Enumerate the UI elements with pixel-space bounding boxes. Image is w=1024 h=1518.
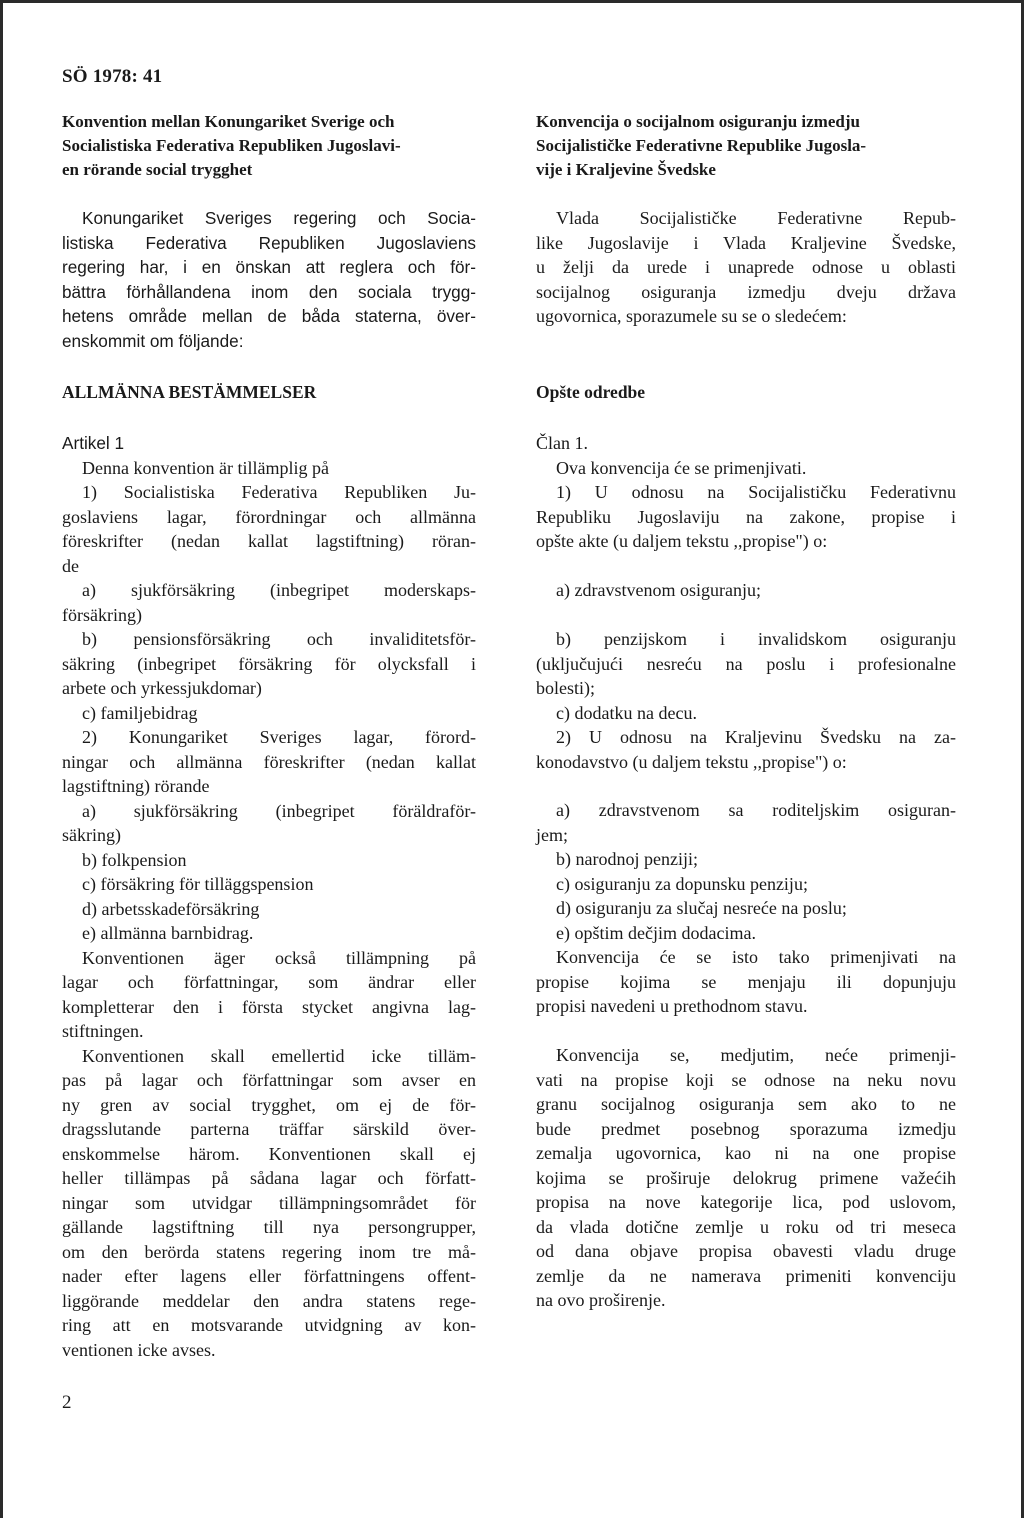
- yugoslav-paragraph: [536, 1043, 956, 1313]
- body-line: arbete och yrkessjukdomar): [62, 678, 262, 698]
- body-line: säkring (inbegripet försäkring för olycksfall i: [62, 653, 476, 674]
- preamble-line: Vlada Socijalističke Federativne Repub-: [556, 208, 956, 228]
- body-line: d) arbetsskadeförsäkring: [82, 898, 260, 919]
- body-line: Konvencija će se isto tako primenjivati na: [556, 947, 956, 967]
- body-line: liggörande meddelar den andra statens rege-: [62, 1290, 476, 1311]
- preamble-line: listiska Federativa Republiken Jugoslaviens: [62, 232, 476, 253]
- body-line: lagar och författningar, som ändrar eller: [62, 972, 476, 992]
- body-line: b) narodnoj penziji;: [556, 849, 698, 869]
- body-line: goslaviens lagar, förordningar och allmänna: [62, 506, 476, 527]
- page-reference: SÖ 1978: 41: [62, 66, 163, 87]
- body-line: a) zdravstvenom sa roditeljskim osiguran-: [556, 800, 956, 820]
- body-line: a) sjukförsäkring (inbegripet föräldraför-: [82, 800, 476, 821]
- body-line: nader efter lagens eller författningens offent-: [62, 1266, 476, 1286]
- body-line: bude predmet posebnog sporazuma izmedju: [536, 1118, 956, 1139]
- body-line: propisa na nove kategorije lica, pod uslovom,: [536, 1192, 956, 1212]
- body-line: d) osiguranju za slučaj nesreće na poslu;: [556, 898, 847, 918]
- body-line: e) opštim dečjim dodacima.: [556, 922, 756, 943]
- preamble-line: enskommit om följande:: [62, 330, 244, 351]
- body-line: pas på lagar och författningar som avser en: [62, 1070, 476, 1090]
- scan-border-left: [0, 0, 3, 1518]
- body-line: enskommelse härom. Konventionen skall ej: [62, 1143, 476, 1164]
- page-number: 2: [62, 1392, 72, 1413]
- swedish-article-body: [62, 431, 476, 1362]
- body-line: ningar som utvidgar tillämpningsområdet för: [62, 1192, 476, 1213]
- body-line: gällande lagstiftning till nya persongrupper,: [62, 1217, 476, 1237]
- body-line: 2) U odnosu na Kraljevinu Švedsku na za-: [556, 727, 956, 747]
- body-line: Republiku Jugoslaviju na zakone, propise i: [536, 506, 956, 527]
- body-line: a) zdravstvenom osiguranju;: [556, 580, 761, 600]
- body-line: a) sjukförsäkring (inbegripet moderskaps-: [82, 580, 476, 600]
- preamble-line: like Jugoslavije i Vlada Kraljevine Švedske,: [536, 232, 956, 253]
- body-line: Konventionen äger också tillämpning på: [82, 947, 476, 968]
- body-line: propisi navedeni u prethodnom stavu.: [536, 996, 808, 1016]
- body-line: lagstiftning) rörande: [62, 776, 210, 796]
- body-line: c) försäkring för tilläggspension: [82, 874, 314, 894]
- body-line: Denna konvention är tillämplig på: [82, 457, 329, 478]
- body-line: na ovo proširenje.: [536, 1290, 666, 1310]
- body-line: 2) Konungariket Sveriges lagar, förord-: [82, 727, 476, 747]
- body-line: ningar och allmänna föreskrifter (nedan kallat: [62, 751, 476, 772]
- body-line: föreskrifter (nedan kallat lagstiftning) röran-: [62, 531, 476, 551]
- swedish-preamble: [62, 206, 476, 353]
- body-line: zemalja ugovornica, kao ni na one propise: [536, 1143, 956, 1163]
- body-line: stiftningen.: [62, 1021, 144, 1041]
- body-line: c) familjebidrag: [82, 702, 198, 723]
- body-line: 1) U odnosu na Socijalističku Federativnu: [556, 482, 956, 502]
- body-line: om den berörda statens regering inom tre må-: [62, 1241, 476, 1262]
- body-line: e) allmänna barnbidrag.: [82, 923, 254, 943]
- yugoslav-list-2: [536, 627, 956, 774]
- body-line: heller tillämpas på sådana lagar och författ-: [62, 1168, 476, 1188]
- body-line: försäkring): [62, 604, 142, 625]
- body-line: zemlje da ne namerava primeniti konvenciju: [536, 1265, 956, 1286]
- body-line: kompletterar den i första stycket angivna lag-: [62, 996, 476, 1017]
- body-line: c) osiguranju za dopunsku penziju;: [556, 873, 808, 894]
- article-heading: Artikel 1: [62, 433, 125, 453]
- yugoslav-list-3: [536, 798, 956, 1019]
- body-line: b) folkpension: [82, 849, 187, 870]
- preamble-line: hetens område mellan de båda staterna, över-: [62, 306, 476, 326]
- yugoslav-title: [536, 110, 956, 182]
- body-line: ventionen icke avses.: [62, 1339, 216, 1360]
- preamble-line: bättra förhållandena inom den sociala trygg-: [62, 281, 476, 302]
- yugoslav-article-body: [536, 431, 956, 554]
- preamble-line: regering har, i en önskan att reglera och för-: [62, 257, 476, 277]
- scan-border-top: [0, 0, 1024, 3]
- swedish-section-heading: ALLMÄNNA BESTÄMMELSER: [62, 382, 317, 402]
- swedish-title: [62, 110, 476, 182]
- body-line: 1) Socialistiska Federativa Republiken Ju-: [82, 482, 476, 502]
- title-line: vije i Kraljevine Švedske: [536, 160, 716, 179]
- body-line: c) dodatku na decu.: [556, 702, 697, 723]
- body-line: propise kojima se menjaju ili dopunjuju: [536, 971, 956, 992]
- title-line: Socijalističke Federativne Republike Jugosla-: [536, 136, 867, 155]
- title-line: Konvention mellan Konungariket Sverige och: [62, 112, 395, 131]
- title-line: Socialistiska Federativa Republiken Jugoslavi-: [62, 136, 401, 155]
- body-line: säkring): [62, 825, 121, 845]
- body-line: kojima se proširuje delokrug primene važećih: [536, 1167, 956, 1188]
- body-line: granu socijalnog osiguranja sem ako to ne: [536, 1094, 956, 1114]
- body-line: jem;: [536, 824, 568, 845]
- body-line: b) penzijskom i invalidskom osiguranju: [556, 629, 956, 649]
- preamble-line: Konungariket Sveriges regering och Socia-: [82, 208, 476, 228]
- body-line: (uključujući nesreću na poslu i profesionalne: [536, 653, 956, 674]
- title-line: en rörande social trygghet: [62, 160, 253, 179]
- body-line: opšte akte (u daljem tekstu ,,propise") o:: [536, 531, 828, 551]
- body-line: Ova konvencija će se primenjivati.: [556, 457, 807, 478]
- yugoslav-section-heading: Opšte odredbe: [536, 382, 646, 402]
- body-line: Konvencija se, medjutim, neće primenji-: [556, 1045, 956, 1065]
- body-line: bolesti);: [536, 678, 595, 698]
- preamble-line: socijalnog osiguranja izmedju dveju država: [536, 281, 956, 302]
- body-line: od dana objave propisa obavesti vladu druge: [536, 1241, 956, 1261]
- yugoslav-preamble: [536, 206, 956, 329]
- article-heading: Član 1.: [536, 433, 588, 453]
- body-line: Konventionen skall emellertid icke tilläm-: [82, 1045, 476, 1066]
- body-line: dragsslutande parterna träffar särskild över-: [62, 1119, 476, 1139]
- body-line: b) pensionsförsäkring och invaliditetsför-: [82, 629, 476, 649]
- title-line: Konvencija o socijalnom osiguranju izmedju: [536, 112, 860, 131]
- body-line: de: [62, 555, 79, 576]
- yugoslav-list-1: [536, 578, 956, 603]
- body-line: ny gren av social trygghet, om ej de för-: [62, 1094, 476, 1115]
- preamble-line: ugovornica, sporazumele su se o sledećem:: [536, 306, 847, 326]
- body-line: vati na propise koji se odnose na neku novu: [536, 1069, 956, 1090]
- body-line: da vlada dotične zemlje u roku od tri meseca: [536, 1216, 956, 1237]
- body-line: konodavstvo (u daljem tekstu ,,propise") o:: [536, 751, 847, 772]
- preamble-line: u želji da urede i unaprede odnose u oblasti: [536, 257, 956, 277]
- body-line: ring att en motsvarande utvidgning av kon-: [62, 1315, 476, 1335]
